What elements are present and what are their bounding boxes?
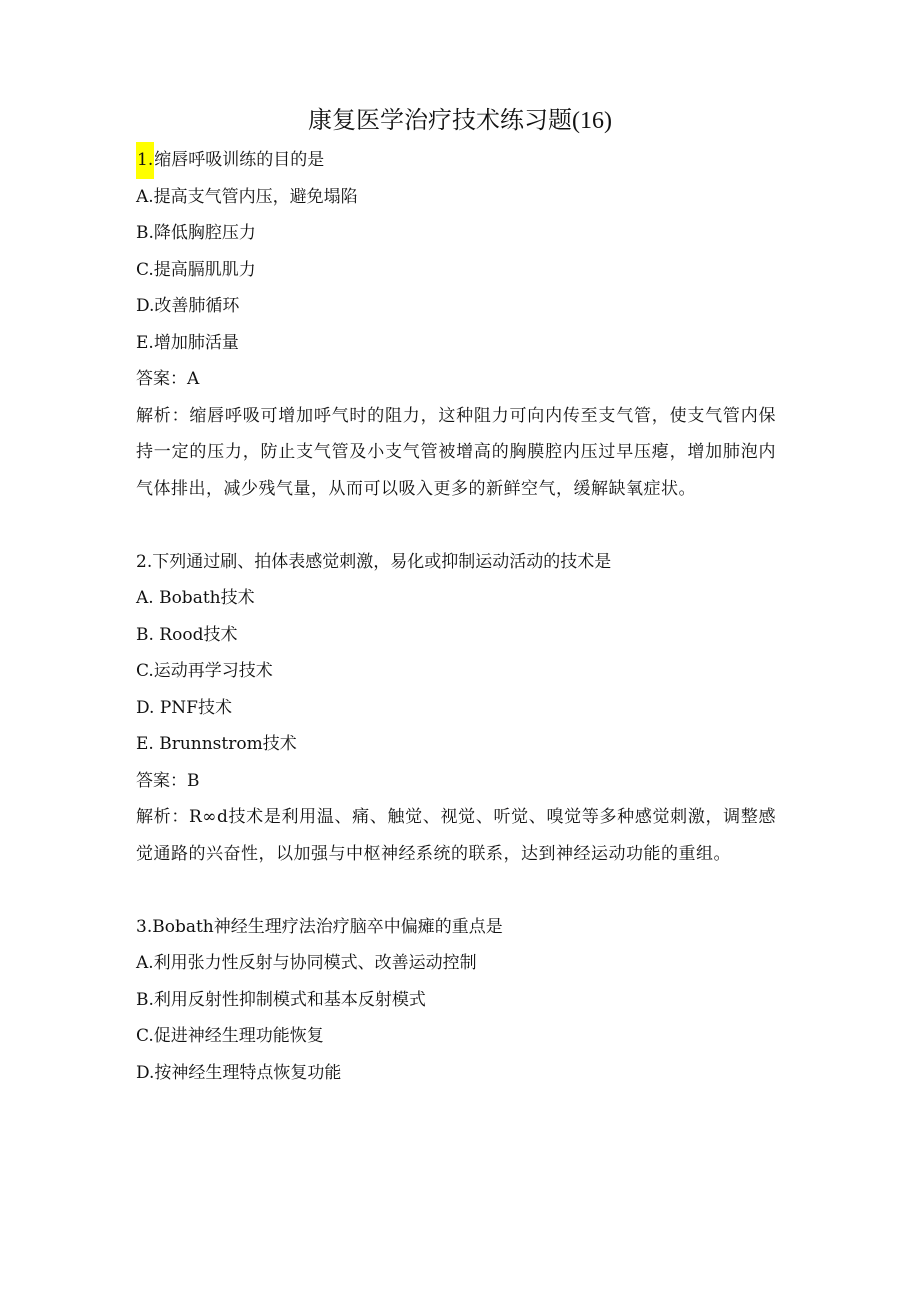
question-1-option-e: E.增加肺活量 <box>136 332 239 353</box>
spacer <box>136 872 776 909</box>
question-2-analysis: 解析：R∞d技术是利用温、痛、触觉、视觉、听觉、嗅觉等多种感觉刺激，调整感觉通路的兴奋性，以加强与中枢神经系统的联系，达到神经运动功能的重组。 <box>136 807 776 864</box>
question-3-option-a: A.利用张力性反射与协同模式、改善运动控制 <box>136 953 477 973</box>
question-3-option-c: C.促进神经生理功能恢复 <box>136 1026 324 1046</box>
question-1-analysis: 解析：缩唇呼吸可增加呼气时的阻力，这种阻力可向内传至支气管，使支气管内保持一定的压力，防止支气管及小支气管被增高的胸膜腔内压过早压瘪，增加肺泡内气体排出，减少残气量，从而可以吸入更多的新鲜空气，缓解缺氧症状。 <box>136 405 776 499</box>
document-body <box>136 142 776 1091</box>
spacer <box>136 507 776 544</box>
question-1-option-a: A.提高支气管内压，避免塌陷 <box>136 186 358 207</box>
question-2-text: 下列通过刷、拍体表感觉刺激，易化或抑制运动活动的技术是 <box>152 551 612 572</box>
question-3-option-b: B.利用反射性抑制模式和基本反射模式 <box>136 989 426 1010</box>
question-3-stem <box>136 909 776 946</box>
question-1-option-b: B.降低胸腔压力 <box>136 223 256 243</box>
question-2-answer: 答案：B <box>136 770 200 791</box>
question-1-text: 缩唇呼吸训练的目的是 <box>154 150 325 170</box>
question-2-option-c: C.运动再学习技术 <box>136 661 273 681</box>
question-1-number-highlight: 1. <box>136 142 154 179</box>
question-3-text: Bobath神经生理疗法治疗脑卒中偏瘫的重点是 <box>152 916 503 937</box>
question-2-option-b: B. Rood技术 <box>136 624 238 645</box>
question-2-number: 2. <box>136 551 153 572</box>
question-3-option-d: D.按神经生理特点恢复功能 <box>136 1062 342 1083</box>
question-2-stem <box>136 544 776 581</box>
question-1-option-d: D.改善肺循环 <box>136 296 240 316</box>
page-title: 康复医学治疗技术练习题(16) <box>308 108 612 134</box>
question-3-number: 3. <box>136 916 153 937</box>
question-2-option-e: E. Brunnstrom技术 <box>136 734 297 754</box>
question-1-stem <box>136 142 776 179</box>
question-1-answer: 答案：A <box>136 369 200 389</box>
question-1-option-c: C.提高膈肌肌力 <box>136 259 256 280</box>
question-2-option-d: D. PNF技术 <box>136 697 232 718</box>
question-2-option-a: A. Bobath技术 <box>136 588 255 608</box>
